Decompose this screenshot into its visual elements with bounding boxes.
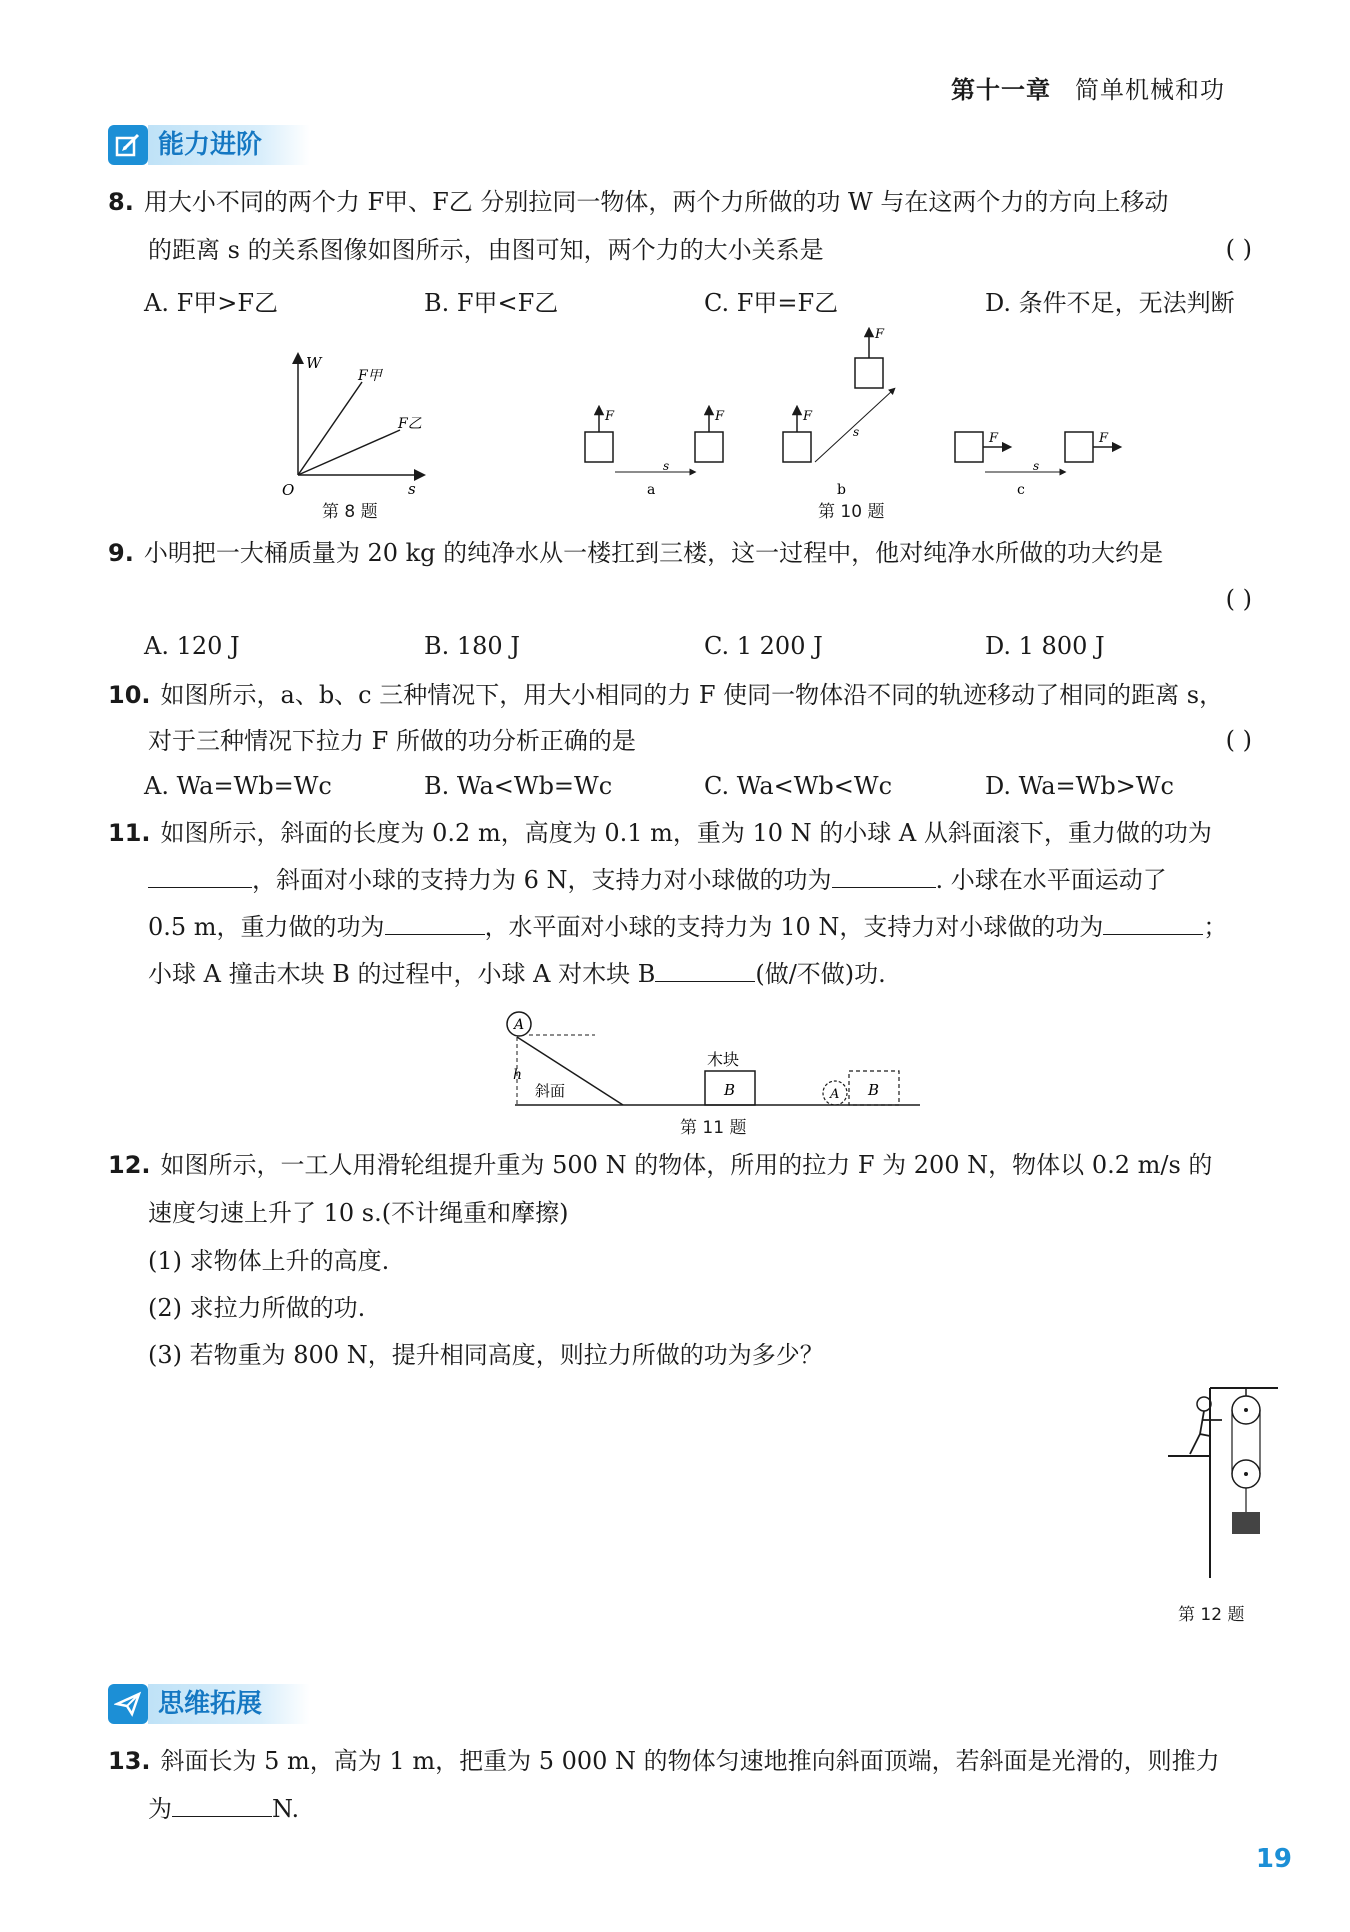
fig11-ball-label: A: [514, 1017, 525, 1033]
paper-plane-icon: [108, 1684, 148, 1724]
q13-line1: 13. 斜面长为 5 m，高为 1 m，把重为 5 000 N 的物体匀速地推向斜面顶端，若斜面是光滑的，则推力: [108, 1747, 1220, 1775]
fig8-origin: O: [282, 481, 295, 499]
q9-line1: 9. 小明把一大桶质量为 20 kg 的纯净水从一楼扛到三楼，这一过程中，他对纯净水所做的功大约是: [108, 539, 1164, 567]
svg-text:F: F: [989, 431, 999, 446]
chapter-title: 简单机械和功: [1075, 76, 1225, 104]
svg-text:s: s: [1033, 459, 1040, 473]
q10-option-a: A. Wa=Wb=Wc: [144, 772, 332, 800]
q11-blank-3[interactable]: [385, 912, 485, 935]
fig11-height-label: h: [513, 1067, 523, 1083]
q12-sub2: (2) 求拉力所做的功.: [148, 1294, 366, 1322]
fig8-label-yi: F乙: [398, 416, 422, 432]
q11-blank-4[interactable]: [1103, 912, 1203, 935]
q8-option-a: A. F甲>F乙: [144, 289, 279, 317]
section-tag-thinking: [108, 1683, 310, 1725]
fig12-pulley-diagram: [1160, 1380, 1280, 1580]
q8-option-c: C. F甲=F乙: [704, 289, 839, 317]
q12-line2: 速度匀速上升了 10 s.(不计绳重和摩擦): [148, 1199, 569, 1227]
q8-option-b: B. F甲<F乙: [424, 289, 559, 317]
fig11-caption: 第 11 题: [680, 1118, 747, 1138]
page-number: 19: [1255, 1844, 1292, 1874]
pencil-icon: [108, 125, 148, 165]
chapter-header: [951, 70, 1225, 105]
fig10-label-b: b: [837, 482, 846, 498]
section-title: 思维拓展: [148, 1684, 310, 1724]
q12-line1: 12. 如图所示，一工人用滑轮组提升重为 500 N 的物体，所用的拉力 F 为 200 N，物体以 0.2 m/s 的: [108, 1151, 1213, 1179]
q13-blank-1[interactable]: [172, 1794, 272, 1817]
q9-option-c: C. 1 200 J: [704, 632, 823, 660]
q11-line2: ，斜面对小球的支持力为 6 N，支持力对小球做的功为 . 小球在水平面运动了: [148, 865, 1167, 895]
q12-sub3: (3) 若物重为 800 N，提升相同高度，则拉力所做的功为多少？: [148, 1341, 824, 1369]
svg-text:s: s: [663, 459, 670, 473]
fig8-label-jia: F甲: [358, 368, 382, 384]
q9-option-b: B. 180 J: [424, 632, 520, 660]
fig8-graph: [270, 350, 440, 500]
svg-text:F: F: [1099, 431, 1109, 446]
section-tag-ability: [108, 124, 310, 166]
svg-text:F: F: [715, 409, 725, 424]
fig12-caption: 第 12 题: [1178, 1605, 1245, 1625]
fig10-label-a: a: [647, 482, 656, 498]
section-title: 能力进阶: [148, 125, 310, 165]
fig10-label-c: c: [1017, 482, 1025, 498]
fig10-caption: 第 10 题: [818, 502, 885, 522]
q11-line4: 小球 A 撞击木块 B 的过程中，小球 A 对木块 B (做/不做)功.: [148, 960, 886, 988]
q11-blank-1[interactable]: [148, 865, 252, 888]
q9-answer-paren: ( ): [1225, 585, 1252, 613]
q11-blank-5[interactable]: [655, 959, 755, 982]
q8-answer-paren: ( ): [1225, 235, 1252, 263]
svg-text:F: F: [605, 409, 615, 424]
q12-sub1: (1) 求物体上升的高度.: [148, 1247, 390, 1275]
q9-option-d: D. 1 800 J: [985, 632, 1105, 660]
svg-text:F: F: [803, 409, 813, 424]
q10-line1: 10. 如图所示，a、b、c 三种情况下，用大小相同的力 F 使同一物体沿不同的轨迹移动了相同的距离 s，: [108, 681, 1224, 709]
q11-blank-2[interactable]: [832, 865, 936, 888]
q10-answer-paren: ( ): [1225, 726, 1252, 754]
fig8-x-label: s: [408, 480, 416, 498]
fig8-caption: 第 8 题: [322, 502, 378, 522]
fig11-slope-label: 斜面: [535, 1082, 566, 1100]
fig8-y-label: W: [306, 354, 322, 372]
q8-option-d: D. 条件不足，无法判断: [985, 289, 1235, 317]
fig10-diagram: [575, 322, 1135, 500]
fig11-block-label: 木块: [707, 1050, 740, 1069]
chapter-number: 第十一章: [951, 76, 1051, 104]
svg-text:B: B: [868, 1081, 880, 1099]
q10-option-d: D. Wa=Wb>Wc: [985, 772, 1174, 800]
q11-line3: 0.5 m，重力做的功为 ，水平面对小球的支持力为 10 N，支持力对小球做的功为 ；: [148, 913, 1228, 941]
q10-option-b: B. Wa<Wb=Wc: [424, 772, 613, 800]
q8-line2: 的距离 s 的关系图像如图所示，由图可知，两个力的大小关系是: [148, 236, 824, 264]
q10-line2: 对于三种情况下拉力 F 所做的功分析正确的是: [148, 727, 636, 755]
q13-line2: 为 N.: [148, 1795, 300, 1823]
svg-text:s: s: [853, 425, 860, 439]
q11-line1: 11. 如图所示，斜面的长度为 0.2 m，高度为 0.1 m，重为 10 N 的小球 A 从斜面滚下，重力做的功为: [108, 819, 1212, 847]
fig11-diagram: [495, 1005, 925, 1113]
svg-text:F: F: [875, 327, 885, 342]
fig11-block-b: B: [724, 1081, 736, 1099]
q9-option-a: A. 120 J: [144, 632, 240, 660]
svg-text:A: A: [830, 1087, 840, 1102]
q8-line1: 8. 用大小不同的两个力 F甲、F乙 分别拉同一物体，两个力所做的功 W 与在这两个力的方向上移动: [108, 188, 1169, 216]
q10-option-c: C. Wa<Wb<Wc: [704, 772, 893, 800]
